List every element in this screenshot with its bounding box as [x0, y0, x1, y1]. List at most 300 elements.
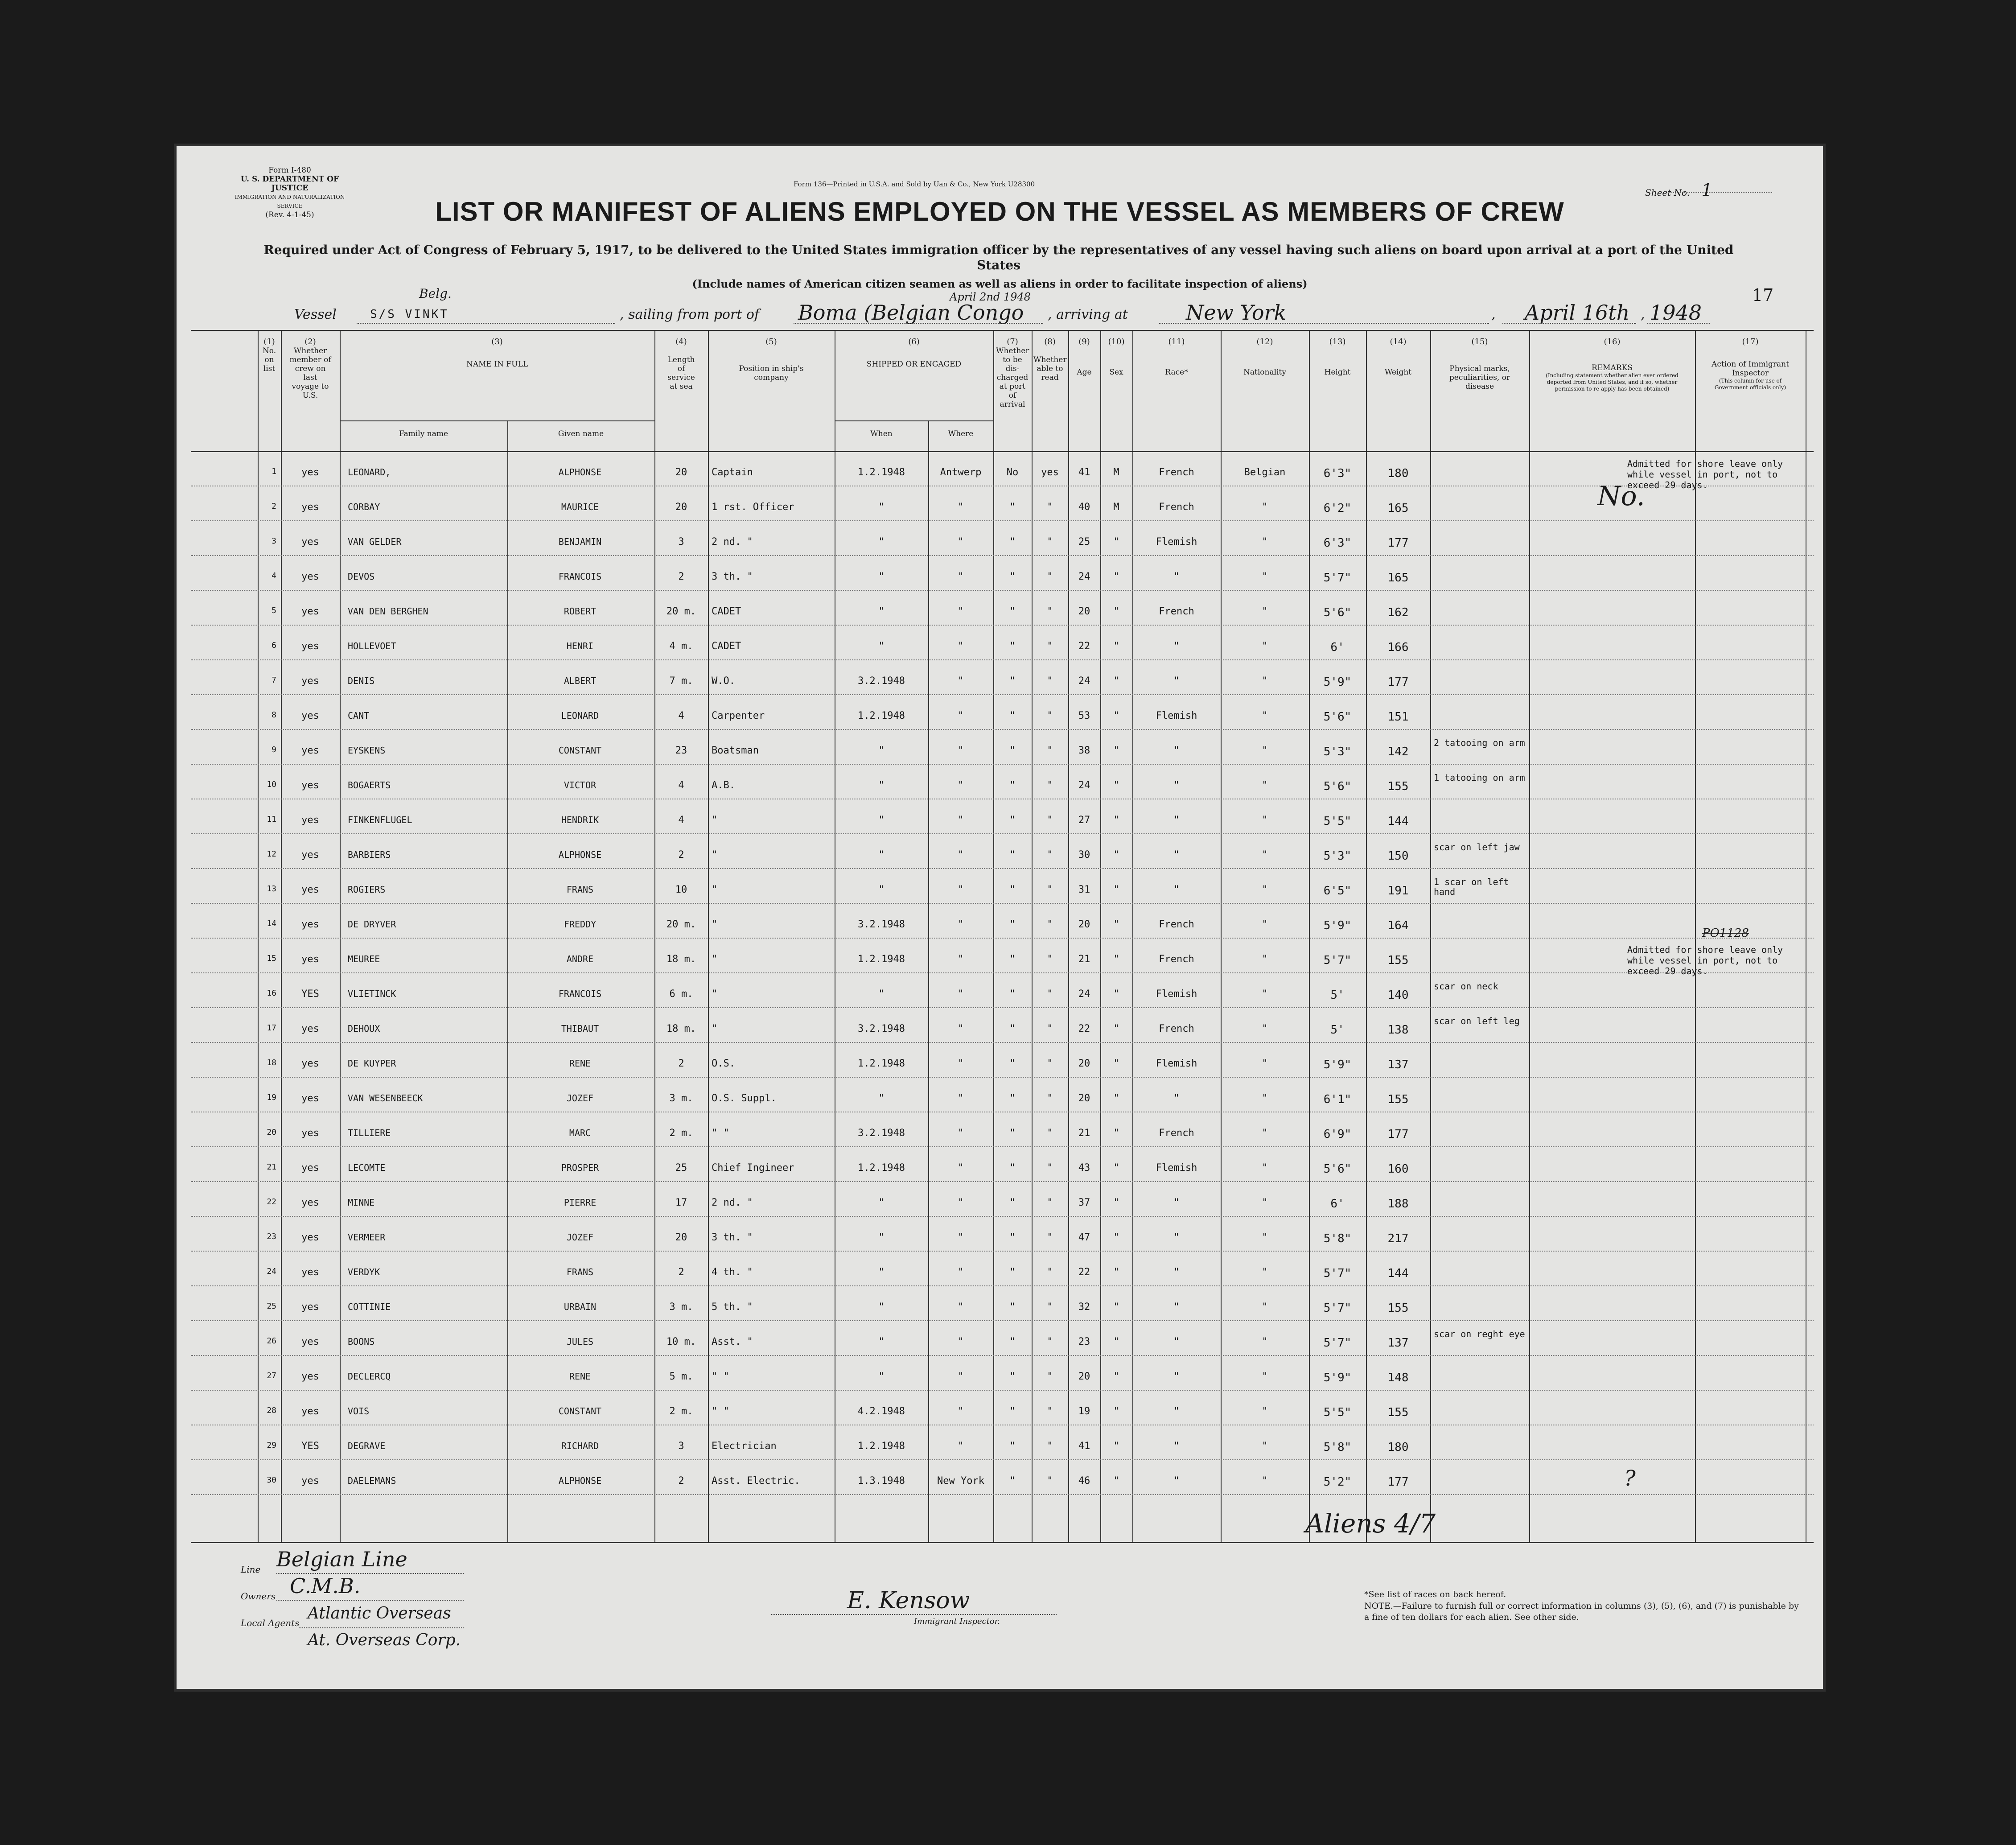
- cell-weight: 148: [1387, 1371, 1409, 1384]
- cell-prev: yes: [301, 954, 319, 965]
- cell-race: ": [1173, 571, 1180, 582]
- table-row: [191, 764, 1814, 799]
- cell-given: FREDDY: [564, 919, 597, 930]
- cell-position: 3 th. ": [712, 571, 753, 582]
- cell-disch: ": [1009, 606, 1016, 617]
- cell-when: ": [878, 815, 885, 826]
- cell-prev: YES: [301, 1441, 319, 1452]
- cell-prev: yes: [301, 641, 319, 652]
- cell-height: 5'7": [1323, 1267, 1352, 1280]
- cell-service: 23: [675, 745, 687, 756]
- cell-race: French: [1159, 502, 1194, 513]
- cell-weight: 137: [1387, 1058, 1409, 1071]
- cell-read: ": [1047, 1267, 1053, 1278]
- cell-position: A.B.: [712, 780, 735, 791]
- col-3-header: (3) NAME IN FULL: [466, 337, 528, 369]
- cell-age: 22: [1078, 1023, 1090, 1034]
- cell-position: CADET: [712, 641, 741, 652]
- footer: [241, 1547, 1801, 1681]
- cell-disch: ": [1009, 988, 1016, 1000]
- cell-when: 3.2.1948: [858, 919, 905, 930]
- cell-nat: ": [1262, 536, 1268, 548]
- cell-when: ": [878, 988, 885, 1000]
- cell-family: VAN DEN BERGHEN: [348, 606, 428, 617]
- cell-given: MAURICE: [561, 502, 599, 512]
- table-row: [191, 625, 1814, 660]
- cell-position: ": [712, 815, 718, 826]
- table-row: [191, 1459, 1814, 1495]
- table-row: [191, 729, 1814, 765]
- cell-prev: yes: [301, 1162, 319, 1174]
- where-header: Where: [948, 429, 974, 438]
- cell-age: 22: [1078, 641, 1090, 652]
- cell-age: 37: [1078, 1197, 1090, 1208]
- vessel-annotation: Belg.: [419, 286, 452, 301]
- cell-disch: ": [1009, 815, 1016, 826]
- cell-given: RICHARD: [561, 1441, 599, 1451]
- table-row: [191, 1181, 1814, 1217]
- cell-no: 4: [272, 571, 276, 581]
- cell-given: LEONARD: [561, 710, 599, 721]
- cell-no: 22: [267, 1197, 276, 1207]
- cell-family: LEONARD,: [348, 467, 391, 478]
- cell-age: 20: [1078, 1371, 1090, 1382]
- cell-age: 43: [1078, 1162, 1090, 1174]
- cell-no: 21: [267, 1162, 276, 1172]
- cell-race: French: [1159, 1128, 1194, 1139]
- cell-height: 5'9": [1323, 919, 1352, 932]
- cell-read: ": [1047, 1162, 1053, 1174]
- cell-nat: ": [1262, 1128, 1268, 1139]
- cell-disch: ": [1009, 1267, 1016, 1278]
- cell-no: 12: [267, 849, 276, 859]
- cell-age: 19: [1078, 1406, 1090, 1417]
- table-row: [191, 520, 1814, 556]
- cell-weight: 155: [1387, 1301, 1409, 1315]
- cell-disch: ": [1009, 536, 1016, 548]
- cell-when: 1.2.1948: [858, 467, 905, 478]
- manifest-sheet: [174, 144, 1826, 1692]
- form-number: Form I-480: [268, 166, 311, 175]
- cell-service: 20 m.: [666, 606, 696, 617]
- table-row: [191, 555, 1814, 591]
- service: IMMIGRATION AND NATURALIZATION SERVICE: [235, 194, 345, 209]
- cell-no: 30: [267, 1475, 276, 1485]
- cell-weight: 144: [1387, 815, 1409, 828]
- cell-service: 6 m.: [669, 988, 693, 1000]
- table-row: [191, 799, 1814, 834]
- cell-when: ": [878, 1197, 885, 1208]
- cell-sex: ": [1113, 919, 1119, 930]
- cell-disch: No: [1006, 467, 1019, 478]
- cell-height: 6'9": [1323, 1128, 1352, 1141]
- cell-no: 5: [272, 606, 276, 615]
- cell-when: 1.2.1948: [858, 1441, 905, 1452]
- cell-service: 3: [678, 1441, 684, 1452]
- cell-given: CONSTANT: [558, 1406, 602, 1417]
- cell-where: ": [958, 815, 964, 826]
- cell-where: ": [958, 780, 964, 791]
- cell-read: ": [1047, 641, 1053, 652]
- cell-when: 3.2.1948: [858, 675, 905, 687]
- cell-service: 4: [678, 815, 684, 826]
- cell-where: ": [958, 1197, 964, 1208]
- cell-position: Captain: [712, 467, 753, 478]
- table-row: [191, 1355, 1814, 1391]
- cell-sex: ": [1113, 1336, 1119, 1347]
- cell-no: 8: [272, 710, 276, 720]
- cell-read: ": [1047, 1197, 1053, 1208]
- cell-given: HENDRIK: [561, 815, 599, 825]
- arriving-label: , arriving at: [1048, 307, 1128, 322]
- cell-nat: ": [1262, 954, 1268, 965]
- cell-read: ": [1047, 1475, 1053, 1487]
- cell-family: HOLLEVOET: [348, 641, 396, 651]
- cell-read: ": [1047, 745, 1053, 756]
- cell-when: ": [878, 641, 885, 652]
- cell-where: ": [958, 675, 964, 687]
- remarks-no: No.: [1597, 481, 1645, 512]
- cell-nat: ": [1262, 919, 1268, 930]
- cell-family: DECLERCQ: [348, 1371, 391, 1382]
- cell-family: ROGIERS: [348, 884, 386, 895]
- cell-race: Flemish: [1156, 710, 1197, 721]
- cell-read: ": [1047, 502, 1053, 513]
- cell-weight: 155: [1387, 954, 1409, 967]
- cell-nat: ": [1262, 1232, 1268, 1243]
- cell-read: ": [1047, 1371, 1053, 1382]
- cell-position: Carpenter: [712, 710, 765, 721]
- cell-disch: ": [1009, 710, 1016, 721]
- cell-sex: ": [1113, 849, 1119, 861]
- cell-given: ROBERT: [564, 606, 597, 617]
- cell-position: ": [712, 884, 718, 895]
- cell-nat: ": [1262, 815, 1268, 826]
- cell-disch: ": [1009, 780, 1016, 791]
- cell-sex: ": [1113, 1475, 1119, 1487]
- arriving-port: New York: [1186, 301, 1287, 325]
- cell-race: French: [1159, 467, 1194, 478]
- cell-prev: yes: [301, 1058, 319, 1069]
- cell-height: 5': [1330, 988, 1345, 1002]
- cell-family: VERDYK: [348, 1267, 380, 1277]
- cell-nat: ": [1262, 1475, 1268, 1487]
- cell-family: VOIS: [348, 1406, 370, 1417]
- inspector-label: Immigrant Inspector.: [914, 1617, 1000, 1626]
- agents-label: Local Agents: [241, 1618, 300, 1628]
- cell-read: ": [1047, 1406, 1053, 1417]
- cell-given: ALBERT: [564, 675, 597, 686]
- cell-weight: 164: [1387, 919, 1409, 932]
- cell-service: 20: [675, 502, 687, 513]
- cell-height: 5'7": [1323, 1301, 1352, 1315]
- cell-race: ": [1173, 1093, 1180, 1104]
- cell-position: 4 th. ": [712, 1267, 753, 1278]
- table-row: [191, 1042, 1814, 1078]
- cell-sex: ": [1113, 954, 1119, 965]
- cell-sex: ": [1113, 1128, 1119, 1139]
- cell-height: 6'1": [1323, 1093, 1352, 1106]
- cell-when: 4.2.1948: [858, 1406, 905, 1417]
- cell-race: ": [1173, 1267, 1180, 1278]
- cell-where: ": [958, 1301, 964, 1313]
- col-4-header: (4) Length of service at sea: [667, 337, 695, 391]
- cell-position: 2 nd. ": [712, 1197, 753, 1208]
- table-row: [191, 1112, 1814, 1147]
- agents-value: Atlantic Overseas: [308, 1604, 451, 1623]
- cell-service: 25: [675, 1162, 687, 1174]
- cell-disch: ": [1009, 954, 1016, 965]
- cell-prev: YES: [301, 988, 319, 1000]
- printer-line: Form 136—Printed in U.S.A. and Sold by Uan & Co., New York U28300: [794, 180, 1035, 188]
- cell-read: ": [1047, 815, 1053, 826]
- cell-prev: yes: [301, 919, 319, 930]
- cell-family: DEVOS: [348, 571, 375, 582]
- cell-service: 20: [675, 1232, 687, 1243]
- family-name-header: Family name: [399, 429, 448, 438]
- cell-position: 5 th. ": [712, 1301, 753, 1313]
- cell-race: ": [1173, 1371, 1180, 1382]
- cell-position: CADET: [712, 606, 741, 617]
- cell-race: ": [1173, 1197, 1180, 1208]
- cell-weight: 160: [1387, 1162, 1409, 1176]
- cell-read: ": [1047, 884, 1053, 895]
- cell-race: ": [1173, 780, 1180, 791]
- cell-no: 17: [267, 1023, 276, 1033]
- aliens-total: Aliens 4/7: [1305, 1508, 1436, 1539]
- table-row: [191, 694, 1814, 730]
- cell-age: 32: [1078, 1301, 1090, 1313]
- cell-nat: ": [1262, 1197, 1268, 1208]
- cell-age: 21: [1078, 954, 1090, 965]
- cell-where: ": [958, 502, 964, 513]
- cell-no: 18: [267, 1058, 276, 1067]
- cell-no: 7: [272, 675, 276, 685]
- cell-height: 5': [1330, 1023, 1345, 1037]
- cell-disch: ": [1009, 1128, 1016, 1139]
- vessel-label: Vessel: [294, 307, 337, 322]
- cell-weight: 180: [1387, 1441, 1409, 1454]
- cell-weight: 177: [1387, 536, 1409, 550]
- inspector-stamp: Admitted for shore leave only while vessel in port, not to exceed 29 days.: [1627, 944, 1783, 976]
- cell-race: ": [1173, 675, 1180, 687]
- col-6-header: (6) SHIPPED OR ENGAGED: [866, 337, 962, 369]
- cell-family: EYSKENS: [348, 745, 386, 756]
- cell-sex: ": [1113, 1371, 1119, 1382]
- cell-marks: 2 tatooing on arm: [1434, 737, 1525, 748]
- cell-where: ": [958, 988, 964, 1000]
- cell-sex: ": [1113, 571, 1119, 582]
- cell-service: 4: [678, 780, 684, 791]
- cell-age: 24: [1078, 780, 1090, 791]
- cell-weight: 165: [1387, 502, 1409, 515]
- cell-read: ": [1047, 780, 1053, 791]
- cell-where: ": [958, 884, 964, 895]
- cell-disch: ": [1009, 1197, 1016, 1208]
- cell-prev: yes: [301, 1128, 319, 1139]
- cell-family: DE DRYVER: [348, 919, 396, 930]
- cell-disch: ": [1009, 1162, 1016, 1174]
- cell-where: ": [958, 1162, 964, 1174]
- cell-position: 3 th. ": [712, 1232, 753, 1243]
- cell-sex: ": [1113, 606, 1119, 617]
- inspector-signature: E. Kensow: [847, 1587, 970, 1614]
- cell-when: ": [878, 536, 885, 548]
- cell-sex: ": [1113, 1301, 1119, 1313]
- table-row: [191, 1146, 1814, 1182]
- cell-given: PROSPER: [561, 1162, 599, 1173]
- cell-height: 5'8": [1323, 1232, 1352, 1245]
- table-row: [191, 833, 1814, 869]
- cell-no: 16: [267, 988, 276, 998]
- cell-family: VAN GELDER: [348, 536, 402, 547]
- cell-given: URBAIN: [564, 1301, 597, 1312]
- cell-weight: 137: [1387, 1336, 1409, 1350]
- cell-age: 25: [1078, 536, 1090, 548]
- cell-disch: ": [1009, 502, 1016, 513]
- cell-sex: ": [1113, 1267, 1119, 1278]
- cell-no: 10: [267, 780, 276, 789]
- cell-family: BOGAERTS: [348, 780, 391, 791]
- cell-disch: ": [1009, 1406, 1016, 1417]
- col-10-header: (10) Sex: [1108, 337, 1125, 377]
- cell-disch: ": [1009, 571, 1016, 582]
- cell-read: ": [1047, 954, 1053, 965]
- cell-position: " ": [712, 1128, 729, 1139]
- vessel-underline: [357, 323, 615, 324]
- cell-disch: ": [1009, 641, 1016, 652]
- cell-prev: yes: [301, 849, 319, 861]
- cell-no: 14: [267, 919, 276, 928]
- cell-service: 2 m.: [669, 1128, 693, 1139]
- cell-service: 4 m.: [669, 641, 693, 652]
- cell-disch: ": [1009, 1232, 1016, 1243]
- cell-when: ": [878, 1336, 885, 1347]
- cell-when: ": [878, 745, 885, 756]
- cell-weight: 151: [1387, 710, 1409, 724]
- cell-weight: 191: [1387, 884, 1409, 898]
- col-2-header: (2) Whether member of crew on last voyage to U.S.: [289, 337, 331, 400]
- cell-position: O.S. Suppl.: [712, 1093, 777, 1104]
- cell-height: 5'9": [1323, 1058, 1352, 1071]
- cell-marks: scar on reght eye: [1434, 1329, 1525, 1339]
- col-8-header: (8) Whether able to read: [1033, 337, 1067, 382]
- arrival-year-underline: [1647, 323, 1710, 324]
- cell-weight: 150: [1387, 849, 1409, 863]
- cell-height: 5'3": [1323, 745, 1352, 758]
- arrival-date: April 16th: [1525, 301, 1630, 325]
- col-1-header: (1) No. on list: [262, 337, 276, 373]
- cell-prev: yes: [301, 1475, 319, 1487]
- cell-height: 6'5": [1323, 884, 1352, 898]
- cell-service: 10 m.: [666, 1336, 696, 1347]
- cell-service: 2: [678, 849, 684, 861]
- cell-sex: M: [1113, 502, 1119, 513]
- cell-position: Chief Ingineer: [712, 1162, 794, 1174]
- cell-service: 3 m.: [669, 1301, 693, 1313]
- cell-age: 27: [1078, 815, 1090, 826]
- cell-nat: ": [1262, 502, 1268, 513]
- cell-no: 25: [267, 1301, 276, 1311]
- cell-weight: 142: [1387, 745, 1409, 758]
- cell-family: DENIS: [348, 675, 375, 686]
- cell-when: 1.2.1948: [858, 1162, 905, 1174]
- cell-no: 6: [272, 641, 276, 650]
- cell-family: DE KUYPER: [348, 1058, 396, 1069]
- table-row: [191, 1320, 1814, 1356]
- cell-read: ": [1047, 571, 1053, 582]
- cell-weight: 155: [1387, 1093, 1409, 1106]
- cell-where: Antwerp: [940, 467, 982, 478]
- arrival-date-underline: [1502, 323, 1636, 324]
- cell-service: 3: [678, 536, 684, 548]
- cell-given: ALPHONSE: [558, 467, 602, 478]
- cell-disch: ": [1009, 1371, 1016, 1382]
- cell-weight: 162: [1387, 606, 1409, 619]
- cell-service: 5 m.: [669, 1371, 693, 1382]
- cell-height: 5'9": [1323, 1371, 1352, 1384]
- cell-sex: ": [1113, 1197, 1119, 1208]
- cell-given: FRANCOIS: [558, 571, 602, 582]
- cell-race: ": [1173, 884, 1180, 895]
- sailing-label: , sailing from port of: [620, 307, 760, 322]
- cell-age: 21: [1078, 1128, 1090, 1139]
- cell-where: ": [958, 1023, 964, 1034]
- cell-race: Flemish: [1156, 988, 1197, 1000]
- cell-service: 20: [675, 467, 687, 478]
- cell-where: ": [958, 641, 964, 652]
- cell-age: 24: [1078, 988, 1090, 1000]
- crew-table: [191, 330, 1814, 1543]
- table-row: [191, 903, 1814, 939]
- cell-service: 10: [675, 884, 687, 895]
- cell-age: 46: [1078, 1475, 1090, 1487]
- cell-position: W.O.: [712, 675, 735, 687]
- cell-height: 6'2": [1323, 502, 1352, 515]
- cell-weight: 177: [1387, 675, 1409, 689]
- cell-height: 5'5": [1323, 815, 1352, 828]
- cell-given: ALPHONSE: [558, 1475, 602, 1486]
- cell-race: French: [1159, 606, 1194, 617]
- cell-position: ": [712, 1023, 718, 1034]
- cell-no: 20: [267, 1128, 276, 1137]
- cell-no: 9: [272, 745, 276, 754]
- cell-prev: yes: [301, 1406, 319, 1417]
- cell-family: CORBAY: [348, 502, 380, 512]
- cell-family: DAELEMANS: [348, 1475, 396, 1486]
- cell-where: ": [958, 1232, 964, 1243]
- cell-given: HENRI: [566, 641, 594, 651]
- cell-service: 18 m.: [666, 1023, 696, 1034]
- cell-sex: ": [1113, 815, 1119, 826]
- cell-height: 5'7": [1323, 1336, 1352, 1350]
- cell-race: ": [1173, 1336, 1180, 1347]
- cell-age: 20: [1078, 1058, 1090, 1069]
- cell-prev: yes: [301, 536, 319, 548]
- cell-given: MARC: [569, 1128, 591, 1138]
- arriving-underline: [1159, 323, 1489, 324]
- cell-position: O.S.: [712, 1058, 735, 1069]
- table-row: [191, 486, 1814, 521]
- cell-service: 4: [678, 710, 684, 721]
- cell-prev: yes: [301, 745, 319, 756]
- cell-when: ": [878, 884, 885, 895]
- cell-read: ": [1047, 606, 1053, 617]
- cell-age: 41: [1078, 467, 1090, 478]
- cell-no: 1: [272, 467, 276, 476]
- cell-when: 1.2.1948: [858, 954, 905, 965]
- cell-when: ": [878, 849, 885, 861]
